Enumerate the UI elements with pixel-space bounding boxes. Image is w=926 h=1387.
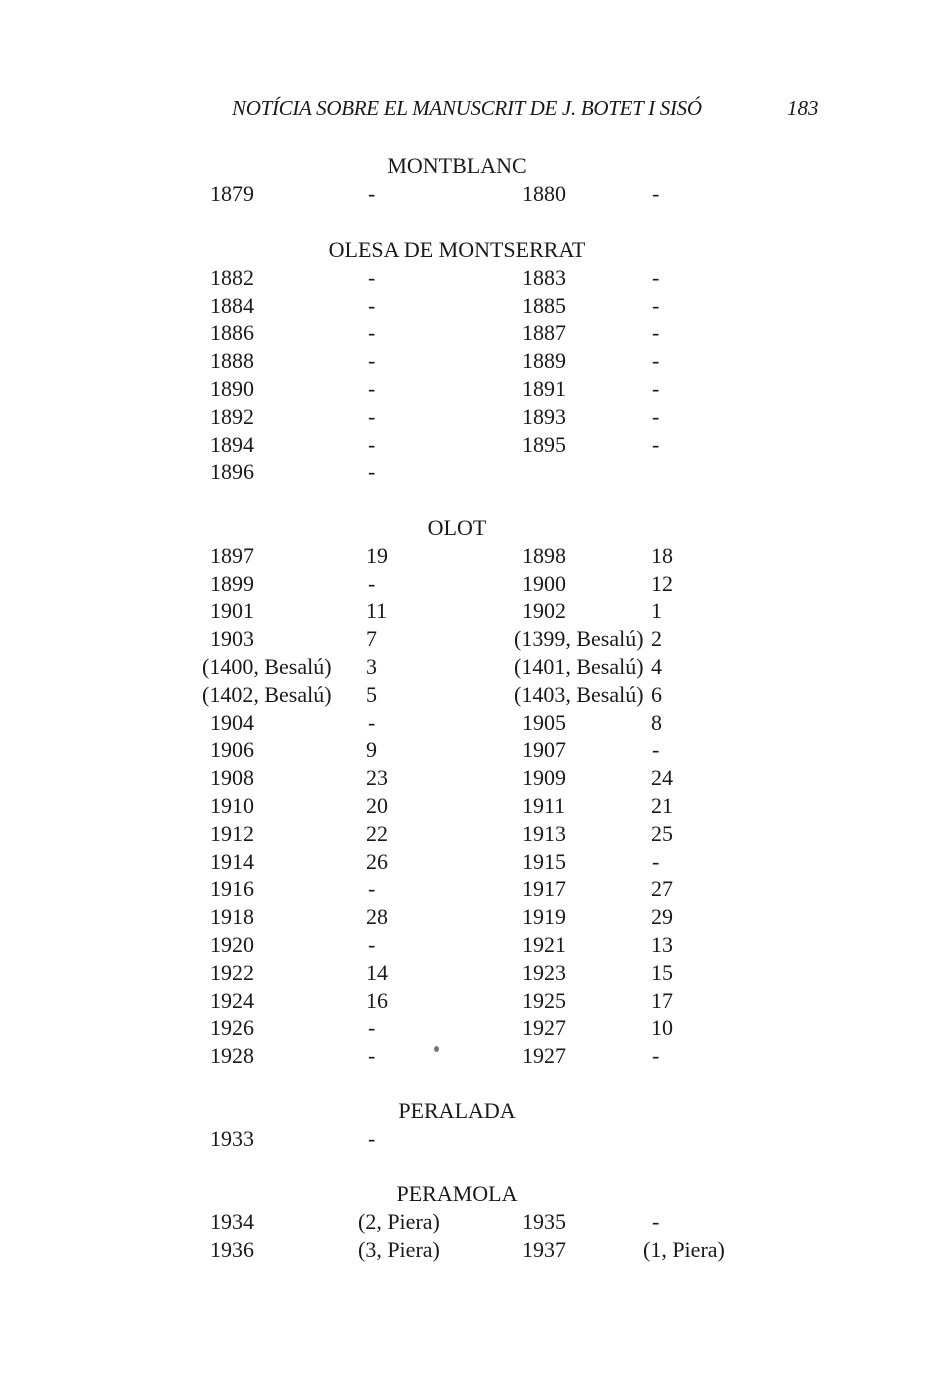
table-cell: 17 [651, 987, 673, 1013]
table-cell: 1891 [522, 376, 566, 401]
page-number: 183 [787, 96, 819, 120]
table-cell: 1892 [210, 403, 254, 429]
table-cell: 1908 [210, 765, 254, 791]
table-cell: 1889 [522, 348, 566, 374]
table-cell: 1896 [210, 459, 254, 485]
table-cell: - [652, 264, 660, 290]
table-cell: 1911 [522, 793, 566, 818]
table-cell: 1899 [210, 570, 254, 596]
table-cell: 1879 [210, 180, 254, 206]
table-cell: - [652, 292, 660, 318]
table-cell: 1887 [522, 320, 566, 346]
table-cell: 27 [651, 876, 673, 902]
table-cell: 1895 [522, 431, 566, 457]
table-cell: 14 [366, 959, 388, 985]
table-cell: 1906 [210, 737, 254, 763]
table-cell: 1914 [210, 848, 254, 874]
section-heading-olot: OLOT [427, 515, 487, 540]
table-cell: (1, Piera) [643, 1236, 725, 1262]
table-cell: - [368, 264, 376, 290]
table-cell: 1921 [522, 932, 566, 957]
table-cell: 28 [366, 904, 388, 930]
table-cell: - [652, 403, 660, 429]
table-cell: (2, Piera) [358, 1208, 440, 1234]
table-cell: 1880 [522, 180, 566, 206]
table-cell: - [368, 180, 376, 206]
table-cell: 23 [366, 765, 388, 791]
table-cell: - [652, 737, 660, 763]
table-cell: 1900 [522, 570, 566, 596]
table-cell: 1884 [210, 292, 254, 318]
table-cell: 13 [651, 932, 673, 957]
table-cell: 1920 [210, 932, 254, 957]
table-cell: 1890 [210, 376, 254, 401]
table-cell: 9 [366, 737, 377, 763]
table-cell: - [368, 1015, 376, 1041]
table-cell: - [368, 932, 376, 957]
table-cell: - [368, 459, 376, 485]
table-cell: 1927 [522, 1043, 566, 1069]
table-cell: 1927 [522, 1015, 566, 1041]
scan-speck [434, 1046, 439, 1052]
table-cell: - [368, 376, 376, 401]
section-heading-peralada: PERALADA [398, 1098, 516, 1123]
table-cell: 1910 [210, 793, 254, 818]
table-cell: 16 [366, 987, 388, 1013]
table-cell: - [652, 348, 660, 374]
table-cell: 5 [366, 681, 377, 707]
table-cell: 1923 [522, 959, 566, 985]
table-cell: - [652, 431, 660, 457]
table-cell: - [652, 320, 660, 346]
table-cell: 1935 [522, 1208, 566, 1234]
running-head [0, 96, 926, 126]
table-cell: 1937 [522, 1236, 566, 1262]
table-cell: 25 [651, 820, 673, 846]
table-cell: 1912 [210, 820, 254, 846]
table-cell: - [368, 292, 376, 318]
table-cell: 24 [651, 765, 673, 791]
table-cell: - [368, 709, 376, 735]
table-cell: 18 [651, 542, 673, 568]
table-cell: 1883 [522, 264, 566, 290]
table-cell: 1916 [210, 876, 254, 902]
table-cell: 1902 [522, 598, 566, 624]
table-cell: 1918 [210, 904, 254, 930]
table-cell: (1401, Besalú) [514, 654, 644, 679]
table-cell: 7 [366, 626, 377, 652]
table-cell: 1917 [522, 876, 566, 902]
section-heading-olesa-de-montserrat: OLESA DE MONTSERRAT [328, 237, 586, 262]
table-cell: 1886 [210, 320, 254, 346]
table-cell: - [652, 848, 660, 874]
table-cell: - [652, 376, 660, 401]
section-heading-peramola: PERAMOLA [396, 1181, 518, 1206]
table-cell: 1882 [210, 264, 254, 290]
table-cell: 1922 [210, 959, 254, 985]
table-cell: - [652, 1208, 660, 1234]
table-cell: 1925 [522, 987, 566, 1013]
table-cell: (1400, Besalú) [202, 654, 332, 679]
table-cell: 12 [651, 570, 673, 596]
table-cell: 20 [366, 793, 388, 818]
table-cell: 21 [651, 793, 673, 818]
table-cell: 4 [651, 654, 662, 679]
table-cell: 1926 [210, 1015, 254, 1041]
table-cell: 6 [651, 681, 662, 707]
table-cell: 11 [366, 598, 388, 624]
table-cell: 1905 [522, 709, 566, 735]
table-cell: 1913 [522, 820, 566, 846]
table-cell: 10 [651, 1015, 673, 1041]
table-cell: 22 [366, 820, 388, 846]
section-heading-montblanc: MONTBLANC [387, 153, 527, 178]
table-cell: - [368, 431, 376, 457]
table-cell: 1893 [522, 403, 566, 429]
table-cell: (1403, Besalú) [514, 681, 644, 707]
table-cell: 3 [366, 654, 377, 679]
table-cell: - [652, 180, 660, 206]
table-cell: 15 [651, 959, 673, 985]
table-cell: (3, Piera) [358, 1236, 440, 1262]
table-cell: 1909 [522, 765, 566, 791]
table-cell: 1904 [210, 709, 254, 735]
table-cell: 2 [651, 626, 662, 652]
table-cell: - [652, 1043, 660, 1069]
table-cell: 1928 [210, 1043, 254, 1069]
table-cell: - [368, 1043, 376, 1069]
table-cell: - [368, 1125, 376, 1151]
table-cell: (1399, Besalú) [514, 626, 644, 652]
table-cell: - [368, 570, 376, 596]
table-cell: 1 [651, 598, 662, 624]
table-cell: 1936 [210, 1236, 254, 1262]
table-cell: 8 [651, 709, 662, 735]
table-cell: - [368, 876, 376, 902]
table-cell: 1888 [210, 348, 254, 374]
table-cell: 19 [366, 542, 388, 568]
table-cell: 1915 [522, 848, 566, 874]
table-cell: 1885 [522, 292, 566, 318]
table-cell: - [368, 403, 376, 429]
table-cell: 1903 [210, 626, 254, 652]
table-cell: - [368, 348, 376, 374]
table-cell: 1924 [210, 987, 254, 1013]
table-cell: 1933 [210, 1125, 254, 1151]
table-cell: 1894 [210, 431, 254, 457]
table-cell: 26 [366, 848, 388, 874]
table-cell: 1934 [210, 1208, 254, 1234]
table-cell: 1898 [522, 542, 566, 568]
table-cell: 1897 [210, 542, 254, 568]
table-cell: (1402, Besalú) [202, 681, 332, 707]
table-cell: 1919 [522, 904, 566, 930]
running-title: NOTÍCIA SOBRE EL MANUSCRIT DE J. BOTET I SISÓ [232, 96, 702, 120]
table-cell: 1907 [522, 737, 566, 763]
table-cell: 29 [651, 904, 673, 930]
table-cell: 1901 [210, 598, 254, 624]
table-cell: - [368, 320, 376, 346]
